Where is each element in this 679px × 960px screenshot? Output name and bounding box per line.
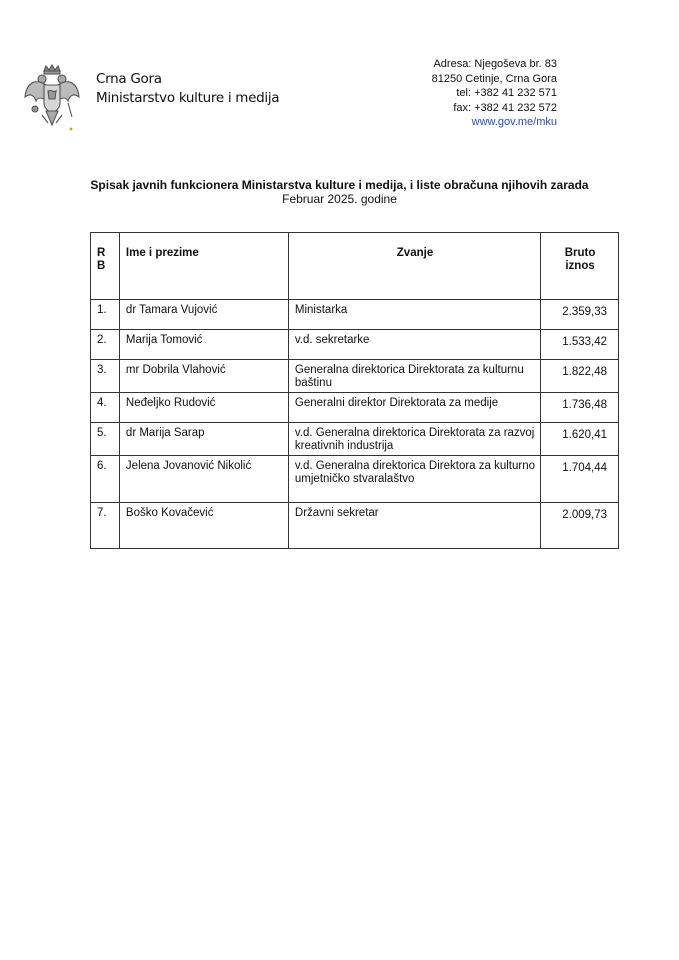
row-amount: 1.533,42 bbox=[541, 330, 619, 360]
row-title: v.d. sekretarke bbox=[288, 330, 540, 360]
row-rb: 7. bbox=[91, 503, 120, 549]
row-name: Neđeljko Rudović bbox=[119, 393, 288, 423]
row-amount: 2.359,33 bbox=[541, 300, 619, 330]
row-title: v.d. Generalna direktorica Direktora za kulturno umjetničko stvaralaštvo bbox=[288, 456, 540, 503]
header-amount-line2: iznos bbox=[565, 260, 595, 272]
address-line: Adresa: Njegoševa br. 83 bbox=[433, 58, 557, 70]
row-rb: 3. bbox=[91, 360, 120, 393]
row-title: Generalni direktor Direktorata za medije bbox=[288, 393, 540, 423]
table-row bbox=[91, 360, 619, 393]
website-link[interactable]: www.gov.me/mku bbox=[471, 116, 557, 129]
row-rb: 1. bbox=[91, 300, 120, 330]
table-row bbox=[91, 300, 619, 330]
row-amount: 1.822,48 bbox=[541, 360, 619, 393]
phone-line: tel: +382 41 232 571 bbox=[456, 87, 557, 100]
row-title: v.d. Generalna direktorica Direktorata za razvoj kreativnih industrija bbox=[288, 423, 540, 456]
table-row bbox=[91, 503, 619, 549]
row-name: Marija Tomović bbox=[119, 330, 288, 360]
document-title: Spisak javnih funkcionera Ministarstva kulture i medija, i liste obračuna njihovih zarada bbox=[90, 178, 589, 192]
header-name: Ime i prezime bbox=[119, 233, 288, 300]
row-rb: 6. bbox=[91, 456, 120, 503]
table-row bbox=[91, 330, 619, 360]
row-amount: 2.009,73 bbox=[541, 503, 619, 549]
fax-line: fax: +382 41 232 572 bbox=[453, 101, 557, 114]
organization-name bbox=[96, 70, 279, 108]
row-title: Državni sekretar bbox=[288, 503, 540, 549]
org-country: Crna Gora bbox=[96, 71, 162, 87]
header-amount-line1: Bruto bbox=[564, 247, 596, 259]
table-row bbox=[91, 393, 619, 423]
row-name: Jelena Jovanović Nikolić bbox=[119, 456, 288, 503]
header-title: Zvanje bbox=[288, 233, 540, 300]
row-name: mr Dobrila Vlahović bbox=[119, 360, 288, 393]
row-title: Ministarka bbox=[288, 300, 540, 330]
header-rb-line2: B bbox=[97, 260, 106, 272]
document-subtitle: Februar 2025. godine bbox=[282, 192, 397, 206]
table-header-row bbox=[91, 233, 619, 300]
row-name: Boško Kovačević bbox=[119, 503, 288, 549]
row-name: dr Marija Sarap bbox=[119, 423, 288, 456]
row-amount: 1.704,44 bbox=[541, 456, 619, 503]
table-row bbox=[91, 423, 619, 456]
org-ministry: Ministarstvo kulture i medija bbox=[96, 90, 280, 106]
coat-of-arms-logo bbox=[22, 63, 82, 135]
city-line: 81250 Cetinje, Crna Gora bbox=[431, 72, 557, 85]
row-rb: 5. bbox=[91, 423, 120, 456]
row-name: dr Tamara Vujović bbox=[119, 300, 288, 330]
header-amount bbox=[541, 233, 619, 300]
table-row bbox=[91, 456, 619, 503]
header-rb bbox=[91, 233, 120, 300]
row-rb: 2. bbox=[91, 330, 120, 360]
row-amount: 1.736,48 bbox=[541, 393, 619, 423]
contact-block bbox=[432, 57, 557, 130]
officials-table bbox=[90, 232, 619, 549]
row-amount: 1.620,41 bbox=[541, 423, 619, 456]
row-rb: 4. bbox=[91, 393, 120, 423]
row-title: Generalna direktorica Direktorata za kulturnu baštinu bbox=[288, 360, 540, 393]
header-rb-line1: R bbox=[97, 247, 106, 259]
